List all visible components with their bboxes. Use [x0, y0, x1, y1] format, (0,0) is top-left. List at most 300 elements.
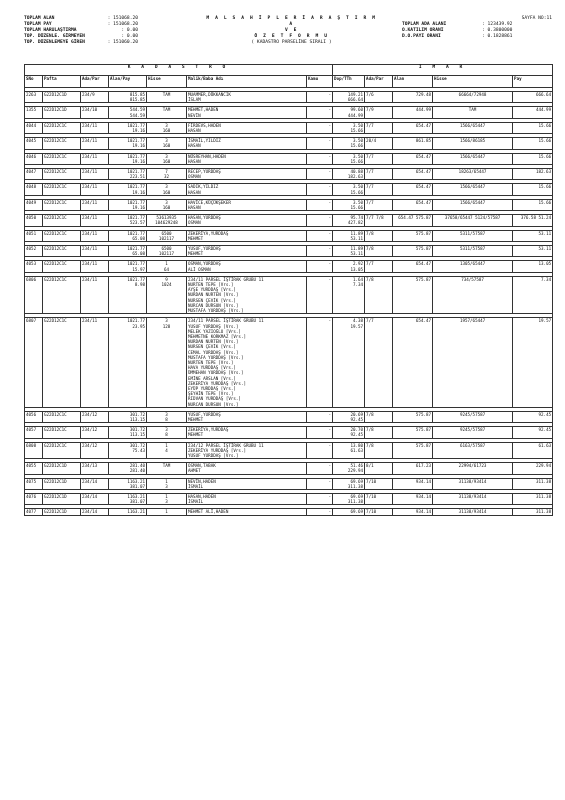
- malik-cell-line: 234/12 PARSEL İŞTİRAK GRUBU 11: [188, 442, 264, 448]
- pafta-cell: [43, 184, 81, 195]
- alan-pay-cell: [109, 261, 147, 272]
- column-header: Alan: [393, 76, 433, 88]
- dop-cell-line: 19.57: [350, 323, 364, 329]
- hisse-cell-line: 6500: [161, 246, 172, 252]
- malik-cell: [187, 478, 307, 489]
- imar-alan-cell: [393, 169, 433, 180]
- imar-hisse-cell: [433, 184, 513, 195]
- hisse-cell-line: 3: [165, 427, 168, 433]
- hisse-cell-line: 160: [162, 128, 171, 134]
- pay-cell-value: 182.63: [535, 169, 552, 175]
- imar-alan-cell: [393, 153, 433, 164]
- hisse-cell: [147, 184, 187, 195]
- imar-hisse-cell-value: 1566/65447: [459, 199, 486, 205]
- ada-par-cell-value: 234/11: [82, 138, 98, 144]
- sno-cell: [25, 276, 43, 313]
- header-total-label: TOP. DÜZENLEMEYE GİREN: [24, 40, 85, 45]
- ada-par-cell: [81, 318, 109, 407]
- malik-cell-line: MEHMET: [188, 416, 204, 422]
- imar-hisse-cell: [433, 153, 513, 164]
- kamu-cell-value: -: [328, 246, 332, 252]
- dop-cell-line: 69.69: [350, 478, 364, 484]
- pafta-cell-value: G22D12C1C: [44, 215, 67, 221]
- alan-pay-cell-line: 19.16: [132, 158, 145, 164]
- pay-cell-value: 15.66: [538, 184, 552, 190]
- pay-cell-value: 7.34: [541, 276, 552, 282]
- alan-pay-cell: [109, 246, 147, 257]
- pay-cell-value: 53.11: [538, 230, 552, 236]
- alan-pay-cell-line: 1021.77: [127, 153, 145, 159]
- dop-cell: [333, 427, 365, 438]
- imar-ada-par-cell-value: 7/7: [366, 318, 374, 324]
- kamu-cell: [307, 276, 333, 313]
- dop-cell-line: 95.74: [350, 215, 364, 221]
- sno-cell-value: 4077: [26, 509, 37, 515]
- column-header: Hisse: [433, 76, 513, 88]
- header-totals: [24, 16, 189, 46]
- dop-cell: [333, 442, 365, 459]
- pay-cell-value: 311.38: [535, 478, 552, 484]
- alan-pay-cell-line: 15.97: [132, 266, 145, 272]
- alan-pay-cell-line: 23.95: [132, 323, 145, 329]
- malik-cell-line: CEMAL YURDDAŞ [Vrs.]: [188, 349, 239, 355]
- alan-pay-cell-line: 113.15: [129, 432, 145, 438]
- pafta-cell: [43, 509, 81, 515]
- table-row: [25, 199, 553, 210]
- alan-pay-cell: [109, 478, 147, 489]
- hisse-cell-line: 7: [165, 169, 168, 175]
- imar-alan-cell: [393, 107, 433, 118]
- imar-ada-par-cell: [365, 107, 393, 118]
- table-row: [25, 509, 553, 515]
- imar-alan-cell: [393, 411, 433, 422]
- dop-cell: [333, 122, 365, 133]
- imar-ada-par-cell-value: 7/7 7/8: [366, 215, 384, 221]
- ada-par-cell-value: 234/14: [82, 509, 98, 515]
- malik-cell-line: İSMAİL: [188, 499, 204, 505]
- imar-ada-par-cell: [365, 411, 393, 422]
- malik-cell: [187, 442, 307, 459]
- malik-cell-line: HASAN: [188, 205, 201, 211]
- malik-cell-line: NEVİN,HADEN: [188, 478, 216, 484]
- kamu-cell: [307, 215, 333, 226]
- hisse-cell-line: 3: [165, 138, 168, 144]
- pay-cell: [513, 246, 553, 257]
- dop-cell-line: 3.50: [352, 122, 364, 128]
- dop-cell: [333, 246, 365, 257]
- pafta-cell-value: G22D12C1C: [44, 153, 67, 159]
- imar-ada-par-cell-value: 7/8: [366, 442, 374, 448]
- hisse-cell-line: 104629248: [155, 220, 178, 226]
- malik-cell-line: İSMAİL: [188, 483, 204, 489]
- hisse-cell-line: 128: [162, 323, 171, 329]
- pay-cell-value: 311.38: [535, 509, 552, 515]
- kamu-cell-value: -: [328, 122, 332, 128]
- malik-cell-line: NURTEN TEPE [Vrs.]: [188, 282, 234, 288]
- imar-ada-par-cell: [365, 276, 393, 313]
- imar-alan-cell-value: 654.47: [415, 261, 432, 267]
- ada-par-cell-value: 234/12: [82, 411, 98, 417]
- ada-par-cell: [81, 215, 109, 226]
- pafta-cell-value: G22D12C1D: [44, 509, 67, 515]
- ada-par-cell-value: 234/12: [82, 442, 98, 448]
- ada-par-cell: [81, 230, 109, 241]
- hisse-cell-line: 3: [165, 122, 168, 128]
- column-header: SNo: [25, 76, 43, 88]
- kamu-cell: [307, 92, 333, 103]
- dop-cell: [333, 463, 365, 474]
- header-total-row: [24, 40, 189, 46]
- pay-cell: [513, 122, 553, 133]
- ada-par-cell: [81, 261, 109, 272]
- malik-cell: [187, 107, 307, 118]
- malik-cell: [187, 215, 307, 226]
- alan-pay-cell-line: 1163.21: [127, 493, 145, 499]
- imar-ada-par-cell-value: 7/7: [366, 261, 374, 267]
- table-row: [25, 215, 553, 226]
- table-row: [25, 246, 553, 257]
- sno-cell-value: 4053: [26, 261, 37, 267]
- kamu-cell-value: -: [328, 138, 332, 144]
- header-total-value: : 151068.20: [107, 22, 138, 27]
- imar-hisse-cell: [433, 411, 513, 422]
- hisse-cell-line: 3: [165, 318, 168, 324]
- imar-hisse-cell: [433, 92, 513, 103]
- pafta-cell-value: G22D12C1C: [44, 230, 67, 236]
- dop-cell-line: 20.70: [350, 427, 364, 433]
- header-ratio-label: O.KATILIM ORANI: [402, 28, 444, 33]
- hisse-cell-line: 8: [165, 416, 168, 422]
- kamu-cell: [307, 463, 333, 474]
- imar-ada-par-cell-value: 7/8: [366, 276, 374, 282]
- malik-cell-line: AYŞE YURDDAŞ [Vrs.]: [188, 287, 236, 293]
- table-row: [25, 184, 553, 195]
- sno-cell-value: 4052: [26, 246, 37, 252]
- header-ratio-row: [402, 34, 552, 40]
- dop-cell-line: 311.38: [347, 483, 364, 489]
- kamu-cell-value: -: [328, 493, 332, 499]
- alan-pay-cell: [109, 427, 147, 438]
- imar-ada-par-cell-value: 20/4: [366, 138, 377, 144]
- hisse-cell-line: 1: [165, 493, 168, 499]
- pay-cell-value: 19.57: [538, 318, 552, 324]
- pay-cell-value: 15.66: [538, 199, 552, 205]
- hisse-cell-line: 160: [162, 189, 171, 195]
- ada-par-cell-value: 234/14: [82, 493, 98, 499]
- hisse-cell-line: 32: [163, 174, 170, 180]
- ada-par-cell-value: 234/11: [82, 199, 98, 205]
- imar-alan-cell: [393, 509, 433, 515]
- alan-pay-cell-line: 815.85: [129, 92, 145, 97]
- dop-cell: [333, 184, 365, 195]
- pay-cell-value: 92.45: [538, 411, 552, 417]
- alan-pay-cell: [109, 442, 147, 459]
- malik-cell: [187, 276, 307, 313]
- imar-ada-par-cell-value: 7/7: [366, 153, 374, 159]
- imar-ada-par-cell: [365, 230, 393, 241]
- imar-alan-cell-value: 654.47: [415, 122, 432, 128]
- table-row: [25, 122, 553, 133]
- hisse-cell-line: 53613935: [156, 215, 177, 221]
- dop-cell-line: 3.50: [352, 199, 364, 205]
- pay-cell: [513, 92, 553, 103]
- alan-pay-cell-line: 19.16: [132, 189, 145, 195]
- hisse-cell: [147, 261, 187, 272]
- alan-pay-cell-line: 1021.77: [127, 230, 145, 236]
- imar-hisse-cell: [433, 427, 513, 438]
- imar-alan-cell: [393, 92, 433, 103]
- dop-cell-line: 182.63: [347, 174, 364, 180]
- sno-cell: [25, 107, 43, 118]
- alan-pay-cell-line: 1163.21: [127, 478, 145, 484]
- kamu-cell-value: -: [328, 478, 332, 484]
- hisse-cell: [147, 509, 187, 515]
- table-row: [25, 92, 553, 103]
- ada-par-cell: [81, 122, 109, 133]
- dop-cell-line: 15.66: [350, 158, 364, 164]
- sno-cell: [25, 478, 43, 489]
- imar-alan-cell-value: 654.47 575.87: [398, 215, 432, 221]
- column-header: Ada/Par: [81, 76, 109, 88]
- pafta-cell: [43, 199, 81, 210]
- imar-ada-par-cell-value: 7/8: [366, 230, 374, 236]
- hisse-cell-line: 1: [165, 442, 168, 448]
- alan-pay-cell-line: 19.16: [132, 205, 145, 211]
- imar-alan-cell-value: 654.47: [415, 184, 432, 190]
- hisse-cell: [147, 230, 187, 241]
- sno-cell-value: 4050: [26, 215, 37, 221]
- kamu-cell: [307, 427, 333, 438]
- dop-cell-line: 15.66: [350, 189, 364, 195]
- kamu-cell-value: -: [328, 411, 332, 417]
- alan-pay-cell: [109, 215, 147, 226]
- hisse-cell: [147, 478, 187, 489]
- column-header: Kamu: [307, 76, 333, 88]
- malik-cell-line: NURSEN ÇEVİK [Vrs.]: [188, 344, 236, 350]
- imar-alan-cell-value: 654.47: [415, 199, 432, 205]
- imar-alan-cell: [393, 199, 433, 210]
- pafta-cell: [43, 463, 81, 474]
- ada-par-cell-value: 234/11: [82, 246, 98, 252]
- imar-ada-par-cell: [365, 153, 393, 164]
- hisse-cell-line: 3: [165, 499, 168, 505]
- imar-ada-par-cell: [365, 463, 393, 474]
- malik-cell: [187, 261, 307, 272]
- sno-cell: [25, 153, 43, 164]
- malik-cell: [187, 318, 307, 407]
- ada-par-cell-value: 234/12: [82, 427, 98, 433]
- section-band: [25, 65, 553, 76]
- imar-alan-cell-value: 444.99: [415, 107, 432, 113]
- malik-cell-line: NEVİN: [188, 112, 201, 118]
- imar-alan-cell-value: 729.48: [415, 92, 432, 97]
- alan-pay-cell-line: 301.72: [129, 411, 145, 417]
- ada-par-cell: [81, 199, 109, 210]
- dop-cell-line: 53.11: [350, 251, 364, 257]
- pay-cell: [513, 169, 553, 180]
- ada-par-cell-value: 234/13: [82, 463, 98, 469]
- imar-hisse-cell: [433, 318, 513, 407]
- alan-pay-cell: [109, 411, 147, 422]
- malik-cell-line: MEHMET: [188, 251, 204, 257]
- alan-pay-cell-line: 75.43: [132, 447, 145, 453]
- malik-cell-line: ÜMMEHAN YURDDAŞ [Vrs.]: [188, 370, 244, 376]
- sno-cell-value: 6806: [26, 276, 37, 282]
- imar-ada-par-cell: [365, 442, 393, 459]
- pay-cell-value: 311.38: [535, 493, 552, 499]
- dop-cell-line: 99.60: [350, 107, 364, 113]
- imar-ada-par-cell: [365, 184, 393, 195]
- alan-pay-cell: [109, 153, 147, 164]
- kamu-cell: [307, 138, 333, 149]
- sno-cell: [25, 509, 43, 515]
- report-sort-note: ( KADASTRO PARSELİNE SIRALI ): [251, 40, 332, 45]
- hisse-cell-line: 1: [165, 261, 168, 267]
- imar-ada-par-cell: [365, 509, 393, 515]
- dop-cell-line: 13.05: [350, 266, 364, 272]
- imar-alan-cell-value: 617.23: [415, 463, 432, 469]
- column-headers: [25, 76, 553, 88]
- table-row: [25, 107, 553, 118]
- alan-pay-cell-line: 113.15: [129, 416, 145, 422]
- malik-cell-line: OSMAN: [188, 220, 201, 226]
- column-header: Alan/Pay: [109, 76, 147, 88]
- imar-hisse-cell: [433, 122, 513, 133]
- alan-pay-cell-line: 65.08: [132, 235, 145, 241]
- imar-ada-par-cell-value: 7/8: [366, 411, 374, 417]
- pay-cell: [513, 230, 553, 241]
- malik-cell-line: SADIK,YILDIZ: [188, 184, 219, 190]
- ada-par-cell: [81, 246, 109, 257]
- pay-cell: [513, 478, 553, 489]
- malik-cell-line: MUAMMER,DÜKKANCIK: [188, 92, 231, 97]
- dop-cell-line: 427.82: [347, 220, 364, 226]
- hisse-cell-line: 160: [162, 143, 171, 149]
- sno-cell: [25, 138, 43, 149]
- ada-par-cell: [81, 411, 109, 422]
- imar-hisse-cell-value: 1566/65447: [459, 184, 486, 190]
- imar-hisse-cell-value: 37658/65447 5124/57587: [444, 215, 501, 221]
- imar-ada-par-cell: [365, 246, 393, 257]
- hisse-cell: [147, 463, 187, 474]
- malik-cell-line: NURCAN DURSUN [Vrs.]: [188, 302, 239, 308]
- imar-hisse-cell-value: 5311/57587: [459, 246, 486, 252]
- kamu-cell-value: -: [328, 107, 332, 113]
- imar-alan-cell-value: 575.87: [415, 427, 432, 433]
- malik-cell-line: MEHMET ALİ,HADEN: [188, 509, 229, 515]
- imar-alan-cell: [393, 427, 433, 438]
- hisse-cell: [147, 138, 187, 149]
- header-ratio-label: TOPLAM ADA ALANI: [402, 22, 447, 27]
- malik-cell-line: YUSUF YURDDAŞ [Vrs.]: [188, 323, 239, 329]
- kamu-cell-value: -: [328, 215, 332, 221]
- malik-cell-line: YUSUF YURDDAŞ [Vrs.]: [188, 452, 239, 458]
- kamu-cell: [307, 107, 333, 118]
- malik-cell-line: ALİ OSMAN: [188, 266, 211, 272]
- kamu-cell: [307, 318, 333, 407]
- imar-ada-par-cell-value: 7/7: [366, 184, 374, 190]
- dop-cell-line: 20.69: [350, 411, 364, 417]
- pay-cell: [513, 184, 553, 195]
- imar-alan-cell-value: 654.47: [415, 318, 432, 324]
- pafta-cell: [43, 92, 81, 103]
- alan-pay-cell-line: 1021.77: [127, 246, 145, 252]
- malik-cell-line: ZEKERİYA YURDDAŞ [Vrs.]: [188, 447, 246, 453]
- hisse-cell-line: 1: [165, 478, 168, 484]
- imar-hisse-cell: [433, 478, 513, 489]
- kamu-cell-value: -: [328, 427, 332, 433]
- sno-cell: [25, 230, 43, 241]
- dop-cell-line: 15.66: [350, 143, 364, 149]
- kamu-cell: [307, 246, 333, 257]
- imar-ada-par-cell-value: 7/7: [366, 169, 374, 175]
- imar-alan-cell-value: 575.87: [415, 230, 432, 236]
- imar-hisse-cell: [433, 509, 513, 515]
- imar-hisse-cell-value: 6163/57587: [459, 442, 486, 448]
- imar-ada-par-cell: [365, 122, 393, 133]
- alan-pay-cell: [109, 107, 147, 118]
- pay-cell-value: 15.66: [538, 122, 552, 128]
- report-subtitle: Ö Z E T F O R M U: [254, 34, 329, 39]
- table-row: [25, 463, 553, 474]
- malik-cell-line: HASAN: [188, 143, 201, 149]
- malik-cell-line: ZEKERİYA YURDDAŞ [Vrs.]: [188, 380, 246, 386]
- malik-cell-line: MEHMET: [188, 432, 204, 438]
- imar-hisse-cell-value: 66664/72948: [458, 92, 487, 97]
- imar-hisse-cell: [433, 493, 513, 504]
- hisse-cell-line: 1024: [161, 282, 172, 288]
- malik-cell-line: MUSTAFA YURDDAŞ [Vrs.]: [188, 354, 244, 360]
- malik-cell: [187, 122, 307, 133]
- hisse-cell-line: 1: [165, 509, 168, 515]
- imar-alan-cell: [393, 138, 433, 149]
- pafta-cell: [43, 230, 81, 241]
- ada-par-cell: [81, 493, 109, 504]
- alan-pay-cell-line: 1021.77: [127, 318, 145, 324]
- ada-par-cell-value: 234/11: [82, 169, 98, 175]
- imar-alan-cell: [393, 261, 433, 272]
- malik-cell-line: MELEK YAZIOĞLU [Vrs.]: [188, 328, 241, 334]
- pafta-cell: [43, 169, 81, 180]
- imar-alan-cell: [393, 478, 433, 489]
- table-row: [25, 138, 553, 149]
- dop-cell-line: 53.11: [350, 235, 364, 241]
- alan-pay-cell-line: 1021.77: [127, 261, 145, 267]
- hisse-cell-line: 102117: [158, 251, 175, 257]
- kamu-cell-value: -: [328, 463, 332, 469]
- imar-hisse-cell: [433, 215, 513, 226]
- hisse-cell: [147, 427, 187, 438]
- sno-cell: [25, 442, 43, 459]
- imar-ada-par-cell-value: 7/10: [366, 478, 377, 484]
- alan-pay-cell: [109, 230, 147, 241]
- sno-cell-value: 4057: [26, 427, 37, 433]
- pafta-cell-value: G22D12C1C: [44, 318, 67, 324]
- kamu-cell: [307, 478, 333, 489]
- hisse-cell: [147, 153, 187, 164]
- dop-cell: [333, 153, 365, 164]
- report-header: [24, 16, 552, 64]
- dop-cell: [333, 215, 365, 226]
- ada-par-cell: [81, 107, 109, 118]
- pay-cell-value: 666.64: [535, 92, 552, 97]
- imar-ada-par-cell: [365, 318, 393, 407]
- imar-hisse-cell-value: 1566/65447: [459, 153, 486, 159]
- imar-hisse-cell: [433, 463, 513, 474]
- malik-cell-line: ZEKERİYA,YURDDAŞ: [188, 427, 229, 433]
- dop-cell: [333, 138, 365, 149]
- imar-hisse-cell-value: 31138/93414: [458, 493, 487, 499]
